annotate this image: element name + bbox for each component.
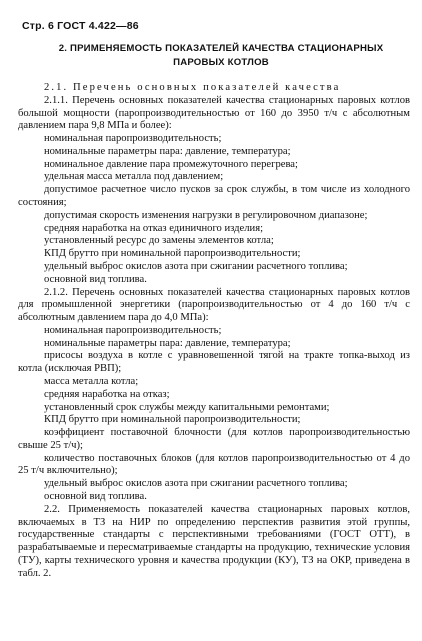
list-item: средняя наработка на отказ; (44, 388, 170, 400)
list-item: номинальные параметры пара: давление, температура; (44, 145, 291, 157)
list-item: допустимое расчетное число пусков за срок службы, в том числе из холодного состояния; (18, 184, 410, 209)
paragraph-2-1-2: 2.1.2. Перечень основных показателей качества стационарных паровых котлов для промышленной энергетики (паропроизводительностью от 4 до 160 т/ч с абсолютным давлением пара до 4,0 МПа): (18, 286, 410, 324)
list-item: основной вид топлива. (44, 491, 147, 502)
list-item: удельная масса металла под давлением; (44, 171, 224, 183)
list-item: удельный выброс окислов азота при сжигании расчетного топлива; (44, 260, 348, 272)
list-item: номинальная паропроизводительность; (44, 133, 222, 145)
list-item: коэффициент поставочной блочности (для котлов паропроизводительностью свыше 25 т/ч); (18, 427, 410, 451)
list-item: КПД брутто при номинальной паропроизводительности; (44, 248, 301, 260)
list-item: допустимая скорость изменения нагрузки в регулировочном диапазоне; (44, 209, 368, 221)
list-item: номинальная паропроизводительность; (44, 324, 222, 336)
section-title-line-1: 2. ПРИМЕНЯЕМОСТЬ ПОКАЗАТЕЛЕЙ КАЧЕСТВА СТАЦИОНАРНЫХ (58, 43, 384, 54)
list-item: количество поставочных блоков (для котлов паропроизводительностью от 4 до 25 т/ч включительно); (18, 452, 410, 477)
subsection-heading-2-1: 2.1. Перечень основных показателей качества (44, 82, 341, 93)
section-title (40, 42, 402, 70)
list-item: установленный срок службы между капитальными ремонтами; (44, 401, 330, 413)
list-item: установленный ресурс до замены элементов котла; (44, 235, 274, 247)
page-header: Стр. 6 ГОСТ 4.422—86 (22, 20, 139, 32)
paragraph-2-1-1: 2.1.1. Перечень основных показателей качества стационарных паровых котлов большой мощности (паропроизводительностью от 160 до 3950 т/ч с абсолютным давлением пара 9,8 МПа и более): (18, 94, 410, 132)
paragraph-2-2: 2.2. Применяемость показателей качества стационарных паровых котлов, включаемых в ТЗ на НИР по определению перспектив развития этой группы, государственные стандарты с перспективными требованиями (ГОСТ ОТТ), в разрабатываемые и пересматриваемые стандарты на продукцию, технические условия (ТУ), карты технического уровня и качества продукции (КУ), ТЗ на ОКР, приведена в табл. 2. (18, 503, 410, 579)
list-item: номинальное давление пара промежуточного перегрева; (44, 158, 298, 170)
list-item: удельный выброс окислов азота при сжигании расчетного топлива; (44, 478, 348, 490)
list-item: средняя наработка на отказ единичного изделия; (44, 222, 264, 234)
section-title-line-2: ПАРОВЫХ КОТЛОВ (173, 57, 269, 68)
document-body (18, 82, 410, 580)
list-item: масса металла котла; (44, 375, 139, 387)
list-item: присосы воздуха в котле с уравновешенной тягой на тракте топка-выход из котла (исключая РВП); (18, 350, 410, 375)
list-item: номинальные параметры пара: давление, температура; (44, 337, 291, 349)
list-item: основной вид топлива. (44, 273, 147, 285)
list-item: КПД брутто при номинальной паропроизводительности; (44, 414, 301, 426)
